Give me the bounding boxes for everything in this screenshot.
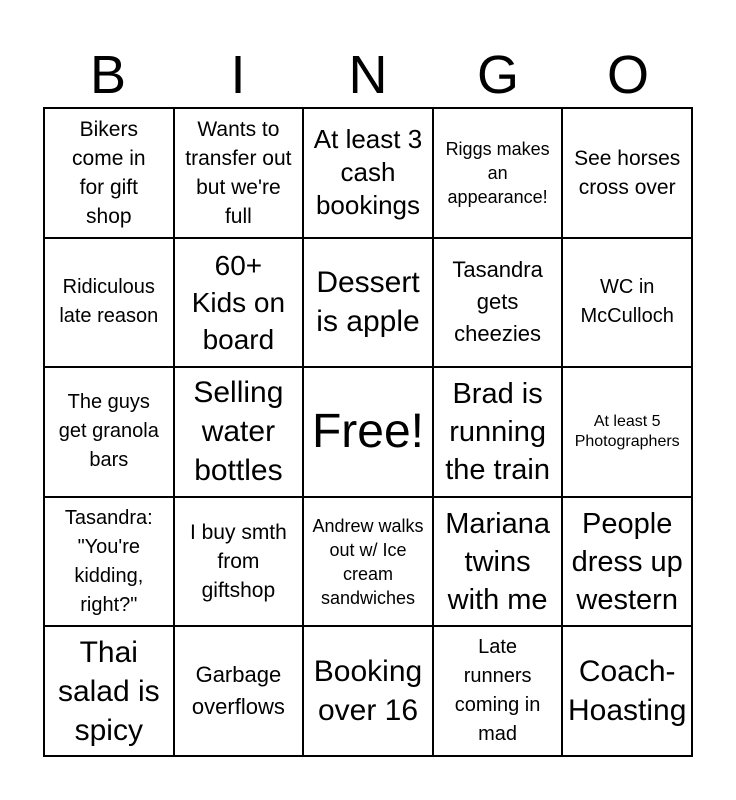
cell-text: Garbage overflows — [191, 662, 285, 720]
bingo-cell[interactable] — [174, 367, 304, 497]
cell-text: I buy smth from giftshop — [189, 521, 287, 603]
bingo-cell[interactable] — [433, 497, 563, 627]
bingo-cell[interactable] — [44, 108, 174, 238]
bingo-grid — [43, 107, 693, 757]
cell-text: Late runners coming in mad — [454, 636, 541, 746]
cell-text: Riggs makes an appearance! — [445, 138, 550, 207]
bingo-cell[interactable] — [303, 108, 433, 238]
bingo-cell[interactable] — [562, 626, 692, 756]
cell-text: Booking over 16 — [313, 655, 423, 728]
bingo-cell[interactable] — [44, 497, 174, 627]
bingo-cell[interactable] — [303, 626, 433, 756]
cell-text: Mariana twins with me — [445, 507, 550, 616]
header-letter-g: G — [476, 45, 519, 105]
cell-text: Free! — [311, 404, 424, 458]
cell-text: Brad is running the train — [445, 377, 550, 486]
cell-text: At least 5 Photographers — [574, 412, 680, 450]
bingo-cell[interactable] — [433, 367, 563, 497]
cell-text: Dessert is apple — [316, 266, 420, 339]
bingo-cell[interactable] — [562, 108, 692, 238]
bingo-cell[interactable] — [433, 238, 563, 368]
bingo-cell[interactable] — [303, 238, 433, 368]
bingo-cell[interactable] — [174, 497, 304, 627]
bingo-cell[interactable] — [433, 626, 563, 756]
cell-text: Coach-Hoasting — [567, 655, 687, 728]
cell-text: At least 3 cash bookings — [313, 124, 423, 221]
bingo-cell[interactable] — [44, 238, 174, 368]
bingo-cell[interactable] — [433, 108, 563, 238]
header-letter-i: I — [230, 45, 246, 105]
cell-text: See horses cross over — [574, 146, 681, 199]
cell-text: Tasandra gets cheezies — [452, 257, 543, 347]
free-space[interactable] — [303, 367, 433, 497]
bingo-cell[interactable] — [174, 108, 304, 238]
cell-text: Wants to transfer out but we're full — [185, 117, 292, 228]
header-letter-b: B — [89, 45, 127, 105]
bingo-header — [43, 44, 693, 106]
bingo-cell[interactable] — [174, 238, 304, 368]
bingo-cell[interactable] — [44, 367, 174, 497]
cell-text: Thai salad is spicy — [57, 635, 160, 747]
bingo-cell[interactable] — [174, 626, 304, 756]
cell-text: Ridiculous late reason — [59, 276, 159, 328]
cell-text: Bikers come in for gift shop — [72, 117, 146, 228]
bingo-cell[interactable] — [562, 497, 692, 627]
cell-text: The guys get granola bars — [58, 391, 159, 472]
bingo-cell[interactable] — [303, 497, 433, 627]
cell-text: WC in McCulloch — [580, 276, 674, 328]
cell-text: Selling water bottles — [193, 376, 284, 488]
cell-text: People dress up western — [571, 507, 683, 616]
header-letter-n: N — [348, 45, 388, 105]
header-letter-o: O — [606, 45, 649, 105]
cell-text: 60+ Kids on board — [191, 249, 286, 355]
cell-text: Tasandra: "You're kidding, right?" — [64, 506, 153, 616]
bingo-cell[interactable] — [44, 626, 174, 756]
bingo-cell[interactable] — [562, 238, 692, 368]
bingo-cell[interactable] — [562, 367, 692, 497]
cell-text: Andrew walks out w/ Ice cream sandwiches — [312, 515, 424, 608]
